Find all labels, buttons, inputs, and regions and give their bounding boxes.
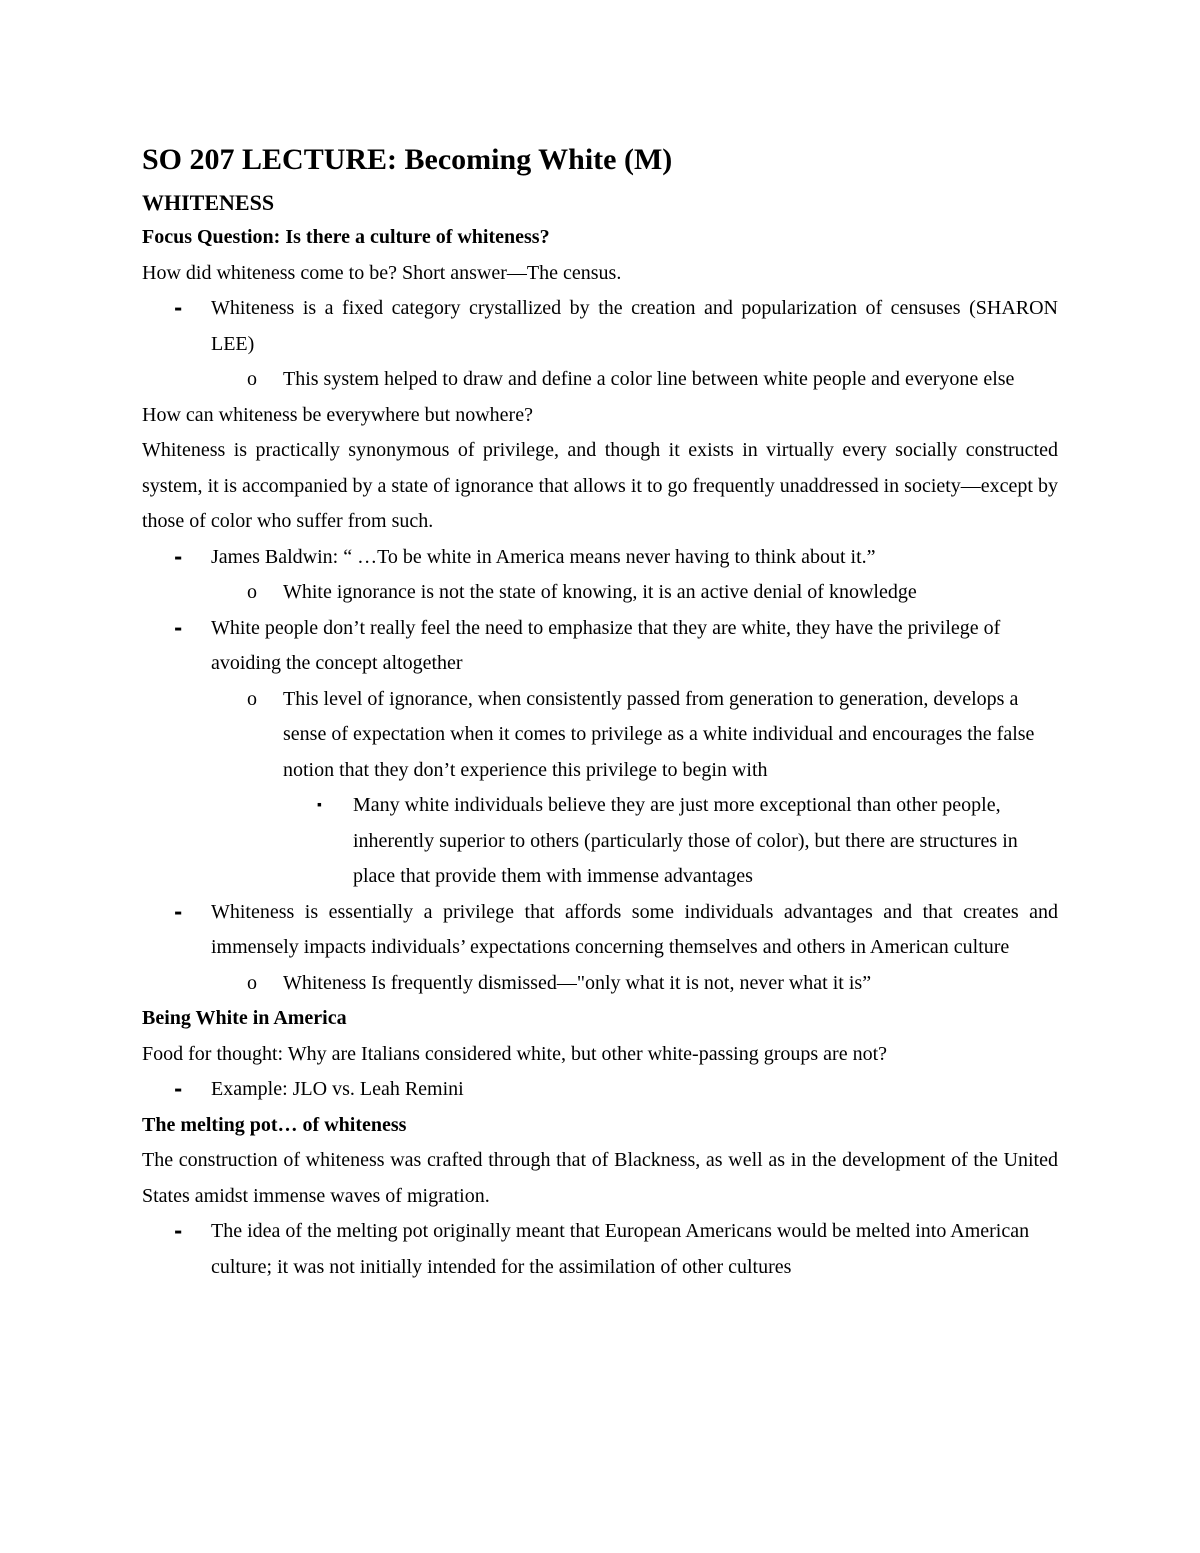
dash-bullet-icon: -: [174, 1077, 183, 1101]
dash-bullet-icon: -: [174, 1219, 183, 1243]
square-bullet-icon: ▪: [317, 798, 322, 813]
paragraph-food-for-thought: Food for thought: Why are Italians considered white, but other white-passing groups are not?: [142, 1042, 888, 1065]
bullet-text: Many white individuals believe they are just more exceptional than other people, inherently superior to others (particularly those of color), but there are structures in place that provide them with immense advantages: [353, 794, 1018, 887]
document-body: [142, 138, 1058, 1285]
bullet-text: This system helped to draw and define a color line between white people and everyone else: [283, 368, 1015, 390]
subsubbullet-exceptional: [317, 788, 1058, 895]
subbullet-white-ignorance: [247, 575, 1058, 611]
bullet-baldwin-quote: [174, 540, 1058, 576]
bullet-text: James Baldwin: “ …To be white in America means never having to think about it.”: [211, 545, 876, 568]
heading-melting-pot: The melting pot… of whiteness: [142, 1113, 407, 1136]
bullet-example: [174, 1072, 1058, 1108]
dash-bullet-icon: -: [174, 615, 183, 640]
focus-question: Focus Question: Is there a culture of whiteness?: [142, 226, 550, 248]
circle-bullet-icon: o: [247, 971, 257, 994]
circle-bullet-icon: o: [247, 687, 257, 710]
circle-bullet-icon: o: [247, 581, 257, 603]
document-title: SO 207 LECTURE: Becoming White (M): [142, 143, 673, 176]
bullet-text: White people don’t really feel the need to emphasize that they are white, they have the privilege of avoiding the concept altogether: [211, 616, 1001, 674]
paragraph-construction: The construction of whiteness was crafted through that of Blackness, as well as in the development of the United States amidst immense waves of migration.: [142, 1149, 1058, 1207]
circle-bullet-icon: o: [247, 368, 257, 390]
bullet-text: Example: JLO vs. Leah Remini: [211, 1078, 464, 1100]
subbullet-color-line: [247, 362, 1058, 398]
heading-being-white: Being White in America: [142, 1007, 347, 1029]
dash-bullet-icon: -: [174, 296, 183, 320]
dash-bullet-icon: -: [174, 899, 183, 924]
section-heading-whiteness: WHITENESS: [142, 190, 275, 215]
dash-bullet-icon: -: [174, 544, 183, 569]
bullet-text: Whiteness is a fixed category crystallized by the creation and popularization of censuses (SHARON LEE): [211, 297, 1058, 355]
bullet-text: Whiteness is essentially a privilege that affords some individuals advantages and that creates and immensely impacts individuals’ expectations concerning themselves and others in American culture: [211, 900, 1058, 958]
bullet-text: Whiteness Is frequently dismissed—"only what it is not, never what it is”: [283, 971, 872, 994]
paragraph-privilege: Whiteness is practically synonymous of privilege, and though it exists in virtually every socially constructed system, it is accompanied by a state of ignorance that allows it to go frequently unaddressed in society—except by those of color who suffer from such.: [142, 439, 1058, 532]
bullet-text: This level of ignorance, when consistently passed from generation to generation, develops a sense of expectation when it comes to privilege as a white individual and encourages the false notion that they don’t experience this privilege to begin with: [283, 687, 1035, 781]
bullet-text: White ignorance is not the state of knowing, it is an active denial of knowledge: [283, 581, 917, 603]
bullet-whiteness-privilege: [174, 895, 1058, 966]
bullet-text: The idea of the melting pot originally meant that European Americans would be melted into American culture; it was not initially intended for the assimilation of other cultures: [211, 1220, 1030, 1278]
subbullet-ignorance-generations: [247, 682, 1058, 789]
bullet-fixed-category: [174, 291, 1058, 362]
subbullet-dismissed: [247, 966, 1058, 1002]
question-everywhere-nowhere: How can whiteness be everywhere but nowhere?: [142, 403, 533, 426]
question-census: How did whiteness come to be? Short answer—The census.: [142, 261, 622, 284]
bullet-emphasize-white: [174, 611, 1058, 682]
bullet-melting-pot-idea: [174, 1214, 1058, 1285]
